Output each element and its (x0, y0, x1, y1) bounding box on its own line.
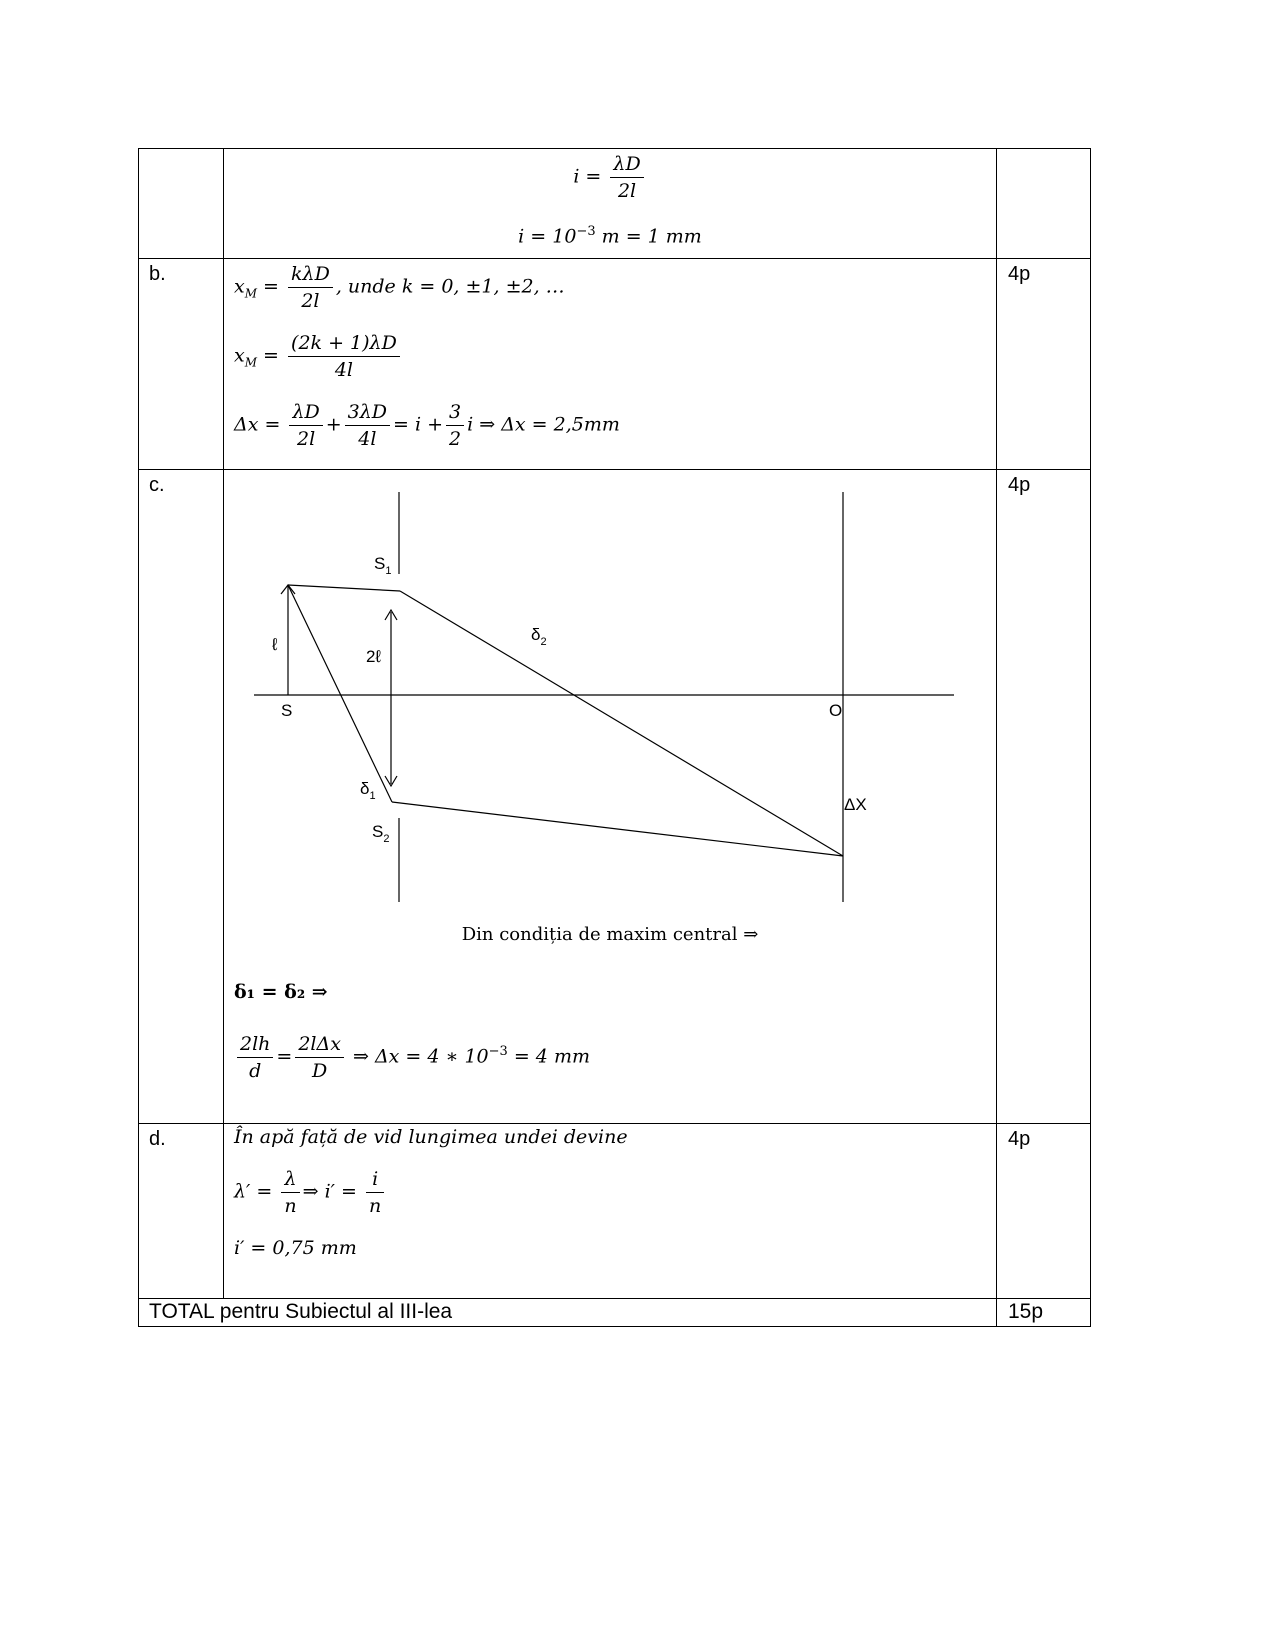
fraction: $\frac{2lh}{d}$ (237, 1031, 273, 1084)
fraction: $\frac{3}{2}$ (446, 399, 464, 452)
total-label-cell: TOTAL pentru Subiectul al III-lea (139, 1299, 997, 1327)
formula-delta-x: Δx = $\frac{\lambda D}{2l}$ + $\frac{3\lambda D}{4l}$ = i + $\frac{3}{2}$ i ⇒ Δx = 2,5mm (234, 401, 620, 450)
fraction: $\frac{\text{kλD}}{2l}$ (288, 261, 333, 314)
row-b (139, 259, 1091, 470)
row-b-label-cell: b. (139, 259, 224, 470)
formula-interfringe-water: i′ = 0,75 mm (234, 1237, 357, 1259)
row-d-label-cell: d. (139, 1124, 224, 1299)
formula-xm-min: $x_M$ = $\frac{(2k + 1)\lambda D}{4l}$ (224, 330, 996, 383)
row-c (139, 470, 1091, 1124)
row-d (139, 1124, 1091, 1299)
fraction: $\frac{\lambda D}{2l}$ (289, 399, 322, 452)
formula-delta-x-result: $\frac{2lh}{d}$ = $\frac{\text{2lΔx}}{D}$ ⇒ Δx = 4 ∗ $10^{-3} = 4$ mm (224, 1031, 996, 1084)
ray-to-s2 (288, 585, 392, 802)
label-origin: O (829, 701, 843, 720)
young-double-slit-diagram (224, 470, 997, 920)
label-two-ell: 2ℓ (366, 647, 381, 666)
label-delta2: $\delta_2$ (531, 625, 547, 648)
label-s1: $S_1$ (374, 554, 392, 577)
row-d-content (224, 1124, 997, 1299)
label-delta-x: ΔX (844, 795, 867, 814)
row-c-content (224, 470, 997, 1124)
ray-to-s1 (288, 585, 400, 591)
label-delta1: $\delta_1$ (360, 779, 376, 802)
maximum-condition-text: Din condiția de maxim central ⇒ (461, 924, 759, 945)
row-a (139, 149, 1091, 259)
fraction: $\frac{\lambda D}{2l}$ (610, 151, 643, 204)
row-c-label-cell: c. (139, 470, 224, 1124)
label-s2: $S_2$ (372, 822, 390, 845)
row-total (139, 1299, 1091, 1327)
row-c-points-cell: 4p (997, 470, 1091, 1124)
ray-s2-to-screen (392, 802, 843, 856)
barem-table (138, 148, 1091, 1327)
ray-s1-to-screen (400, 591, 843, 856)
fraction: $\frac{\text{2lΔx}}{D}$ (295, 1031, 344, 1084)
formula-wavelength-water: λ′ = $\frac{\lambda}{n}$ ⇒ i′ = $\frac{i}{n}$ (224, 1166, 996, 1219)
row-a-points-cell (997, 149, 1091, 259)
fraction: $\frac{i}{n}$ (366, 1166, 384, 1219)
label-ell: ℓ (272, 635, 278, 654)
formula-interfringe: i = $\frac{\lambda D}{2l}$ (224, 149, 996, 204)
row-d-points-cell: 4p (997, 1124, 1091, 1299)
fraction: $\frac{\lambda}{n}$ (281, 1166, 299, 1219)
formula-path-equality: δ₁ = δ₂ ⇒ (234, 981, 328, 1003)
row-a-label-cell (139, 149, 224, 259)
formula-interfringe-value: $i = 10^{-3}$ m = 1 mm (518, 224, 702, 248)
fraction: $\frac{3\lambda D}{4l}$ (345, 399, 390, 452)
formula-xm-max: $x_M$ = $\frac{\text{kλD}}{2l}$ , unde k = 0, ±1, ±2, … (234, 263, 565, 312)
row-a-content (224, 149, 997, 259)
fraction: $\frac{(2k + 1)\lambda D}{4l}$ (288, 330, 400, 383)
water-wavelength-text: În apă față de vid lungimea undei devine (234, 1126, 628, 1148)
total-points-cell: 15p (997, 1299, 1091, 1327)
row-b-content (224, 259, 997, 470)
row-b-points-cell: 4p (997, 259, 1091, 470)
label-source: S (281, 701, 293, 720)
